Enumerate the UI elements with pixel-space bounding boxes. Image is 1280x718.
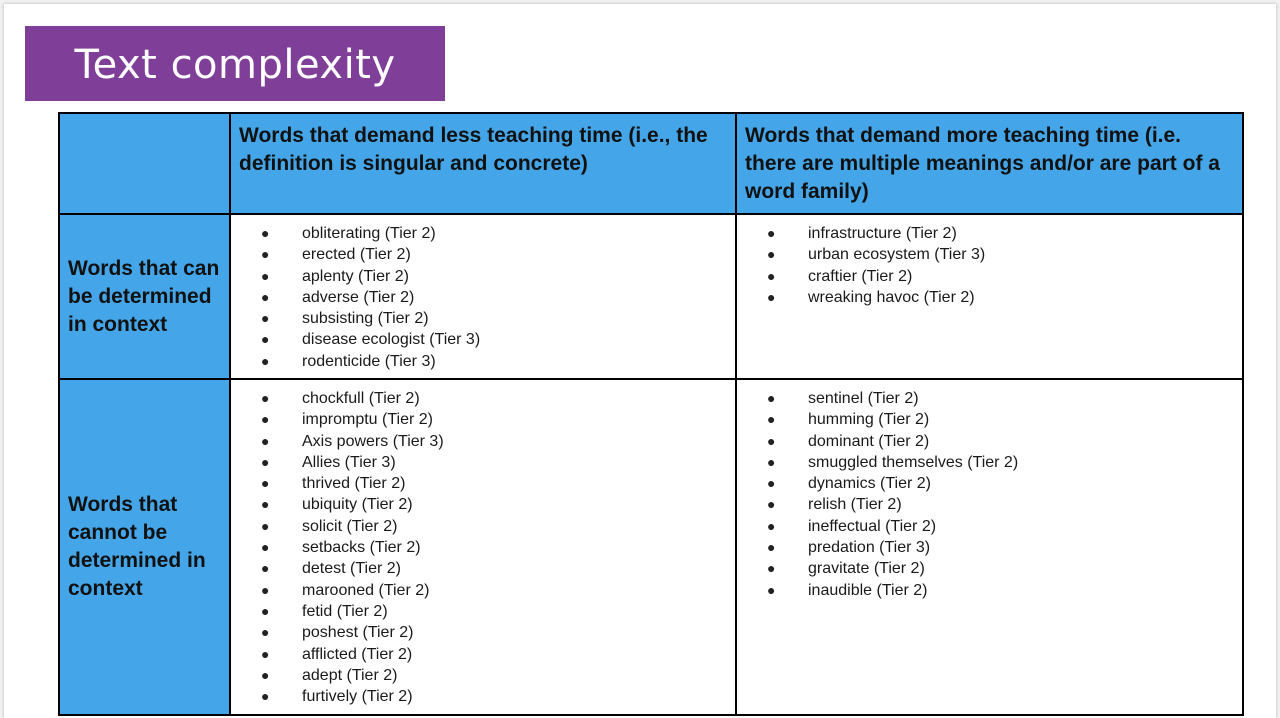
list-item [737, 516, 1242, 537]
word-label: marooned (Tier 2) [302, 581, 430, 599]
bullet-icon: ● [767, 246, 776, 263]
word-label: craftier (Tier 2) [808, 267, 913, 285]
list-item [737, 452, 1242, 473]
cell-context-less-time [230, 214, 736, 379]
list-item [231, 308, 735, 329]
vocabulary-table [58, 112, 1244, 716]
bullet-icon: ● [261, 453, 270, 470]
bullet-icon: ● [767, 517, 776, 534]
header-row [59, 113, 1243, 214]
bullet-icon: ● [767, 475, 776, 492]
bullet-icon: ● [261, 352, 270, 369]
word-label: detest (Tier 2) [302, 560, 401, 578]
table-row [59, 379, 1243, 715]
word-label: infrastructure (Tier 2) [808, 225, 957, 242]
list-item [231, 244, 735, 265]
list-item [231, 580, 735, 601]
list-item [231, 452, 735, 473]
list-item [231, 473, 735, 494]
list-item [231, 644, 735, 665]
word-label: adverse (Tier 2) [302, 288, 415, 306]
word-label: subsisting (Tier 2) [302, 310, 429, 328]
word-list [231, 223, 735, 372]
bullet-icon: ● [767, 581, 776, 598]
bullet-icon: ● [261, 666, 270, 683]
bullet-icon: ● [261, 602, 270, 619]
list-item [231, 622, 735, 643]
bullet-icon: ● [261, 645, 270, 662]
list-item [231, 223, 735, 244]
list-item [737, 409, 1242, 430]
bullet-icon: ● [261, 517, 270, 534]
bullet-icon: ● [767, 225, 776, 241]
title-banner [25, 26, 445, 101]
word-label: predation (Tier 3) [808, 539, 931, 557]
list-item [737, 266, 1242, 287]
bullet-icon: ● [261, 581, 270, 598]
word-label: Allies (Tier 3) [302, 453, 396, 471]
bullet-icon: ● [767, 411, 776, 428]
word-label: humming (Tier 2) [808, 411, 930, 429]
word-list [737, 223, 1242, 308]
list-item [231, 351, 735, 372]
word-label: thrived (Tier 2) [302, 475, 406, 493]
word-list [737, 388, 1242, 601]
word-label: setbacks (Tier 2) [302, 539, 421, 557]
list-item [231, 287, 735, 308]
list-item [231, 686, 735, 707]
word-label: inaudible (Tier 2) [808, 581, 928, 599]
word-label: ineffectual (Tier 2) [808, 517, 937, 535]
page-title: Text complexity [74, 41, 396, 88]
bullet-icon: ● [261, 624, 270, 641]
cell-no-context-less-time [230, 379, 736, 715]
bullet-icon: ● [767, 390, 776, 406]
word-label: wreaking havoc (Tier 2) [808, 288, 975, 306]
word-label: impromptu (Tier 2) [302, 411, 433, 429]
word-label: afflicted (Tier 2) [302, 645, 413, 663]
bullet-icon: ● [261, 496, 270, 513]
bullet-icon: ● [261, 288, 270, 305]
bullet-icon: ● [767, 560, 776, 577]
list-item [737, 473, 1242, 494]
list-item [231, 266, 735, 287]
list-item [737, 431, 1242, 452]
word-label: fetid (Tier 2) [302, 602, 388, 620]
bullet-icon: ● [261, 267, 270, 284]
list-item [231, 494, 735, 515]
word-label: gravitate (Tier 2) [808, 560, 925, 578]
column-header-less-time: Words that demand less teaching time (i.e., the definition is singular and concrete) [230, 113, 736, 214]
bullet-icon: ● [767, 432, 776, 449]
list-item [231, 601, 735, 622]
word-label: solicit (Tier 2) [302, 517, 398, 535]
word-label: relish (Tier 2) [808, 496, 902, 514]
row-header-not-in-context: Words that cannot be determined in context [59, 379, 230, 715]
column-header-more-time: Words that demand more teaching time (i.e. there are multiple meanings and/or are part of a word family) [736, 113, 1243, 214]
list-item [737, 580, 1242, 601]
list-item [737, 223, 1242, 244]
word-label: dynamics (Tier 2) [808, 475, 931, 493]
list-item [231, 665, 735, 686]
bullet-icon: ● [261, 688, 270, 705]
list-item [231, 388, 735, 409]
bullet-icon: ● [767, 453, 776, 470]
list-item [737, 388, 1242, 409]
list-item [231, 558, 735, 579]
word-label: rodenticide (Tier 3) [302, 352, 436, 370]
bullet-icon: ● [767, 267, 776, 284]
list-item [737, 558, 1242, 579]
bullet-icon: ● [261, 539, 270, 556]
word-list [231, 388, 735, 707]
bullet-icon: ● [261, 225, 270, 241]
word-label: urban ecosystem (Tier 3) [808, 246, 986, 264]
word-label: disease ecologist (Tier 3) [302, 331, 481, 349]
list-item [231, 537, 735, 558]
list-item [231, 409, 735, 430]
list-item [737, 537, 1242, 558]
bullet-icon: ● [261, 331, 270, 348]
bullet-icon: ● [261, 246, 270, 263]
list-item [231, 329, 735, 350]
word-label: ubiquity (Tier 2) [302, 496, 413, 514]
list-item [737, 287, 1242, 308]
list-item [737, 244, 1242, 265]
word-label: Axis powers (Tier 3) [302, 432, 444, 450]
word-label: aplenty (Tier 2) [302, 267, 409, 285]
word-label: sentinel (Tier 2) [808, 390, 919, 407]
cell-context-more-time [736, 214, 1243, 379]
word-label: dominant (Tier 2) [808, 432, 930, 450]
list-item [231, 431, 735, 452]
word-label: erected (Tier 2) [302, 246, 411, 264]
cell-no-context-more-time [736, 379, 1243, 715]
word-label: furtively (Tier 2) [302, 688, 413, 706]
bullet-icon: ● [261, 310, 270, 327]
word-label: obliterating (Tier 2) [302, 225, 436, 242]
bullet-icon: ● [261, 475, 270, 492]
bullet-icon: ● [261, 560, 270, 577]
table-row [59, 214, 1243, 379]
bullet-icon: ● [261, 411, 270, 428]
bullet-icon: ● [261, 390, 270, 406]
bullet-icon: ● [767, 539, 776, 556]
word-label: adept (Tier 2) [302, 666, 398, 684]
word-label: poshest (Tier 2) [302, 624, 414, 642]
word-label: smuggled themselves (Tier 2) [808, 453, 1019, 471]
word-label: chockfull (Tier 2) [302, 390, 420, 407]
bullet-icon: ● [767, 496, 776, 513]
row-header-in-context: Words that can be determined in context [59, 214, 230, 379]
corner-cell [59, 113, 230, 214]
list-item [231, 516, 735, 537]
bullet-icon: ● [261, 432, 270, 449]
list-item [737, 494, 1242, 515]
bullet-icon: ● [767, 288, 776, 305]
